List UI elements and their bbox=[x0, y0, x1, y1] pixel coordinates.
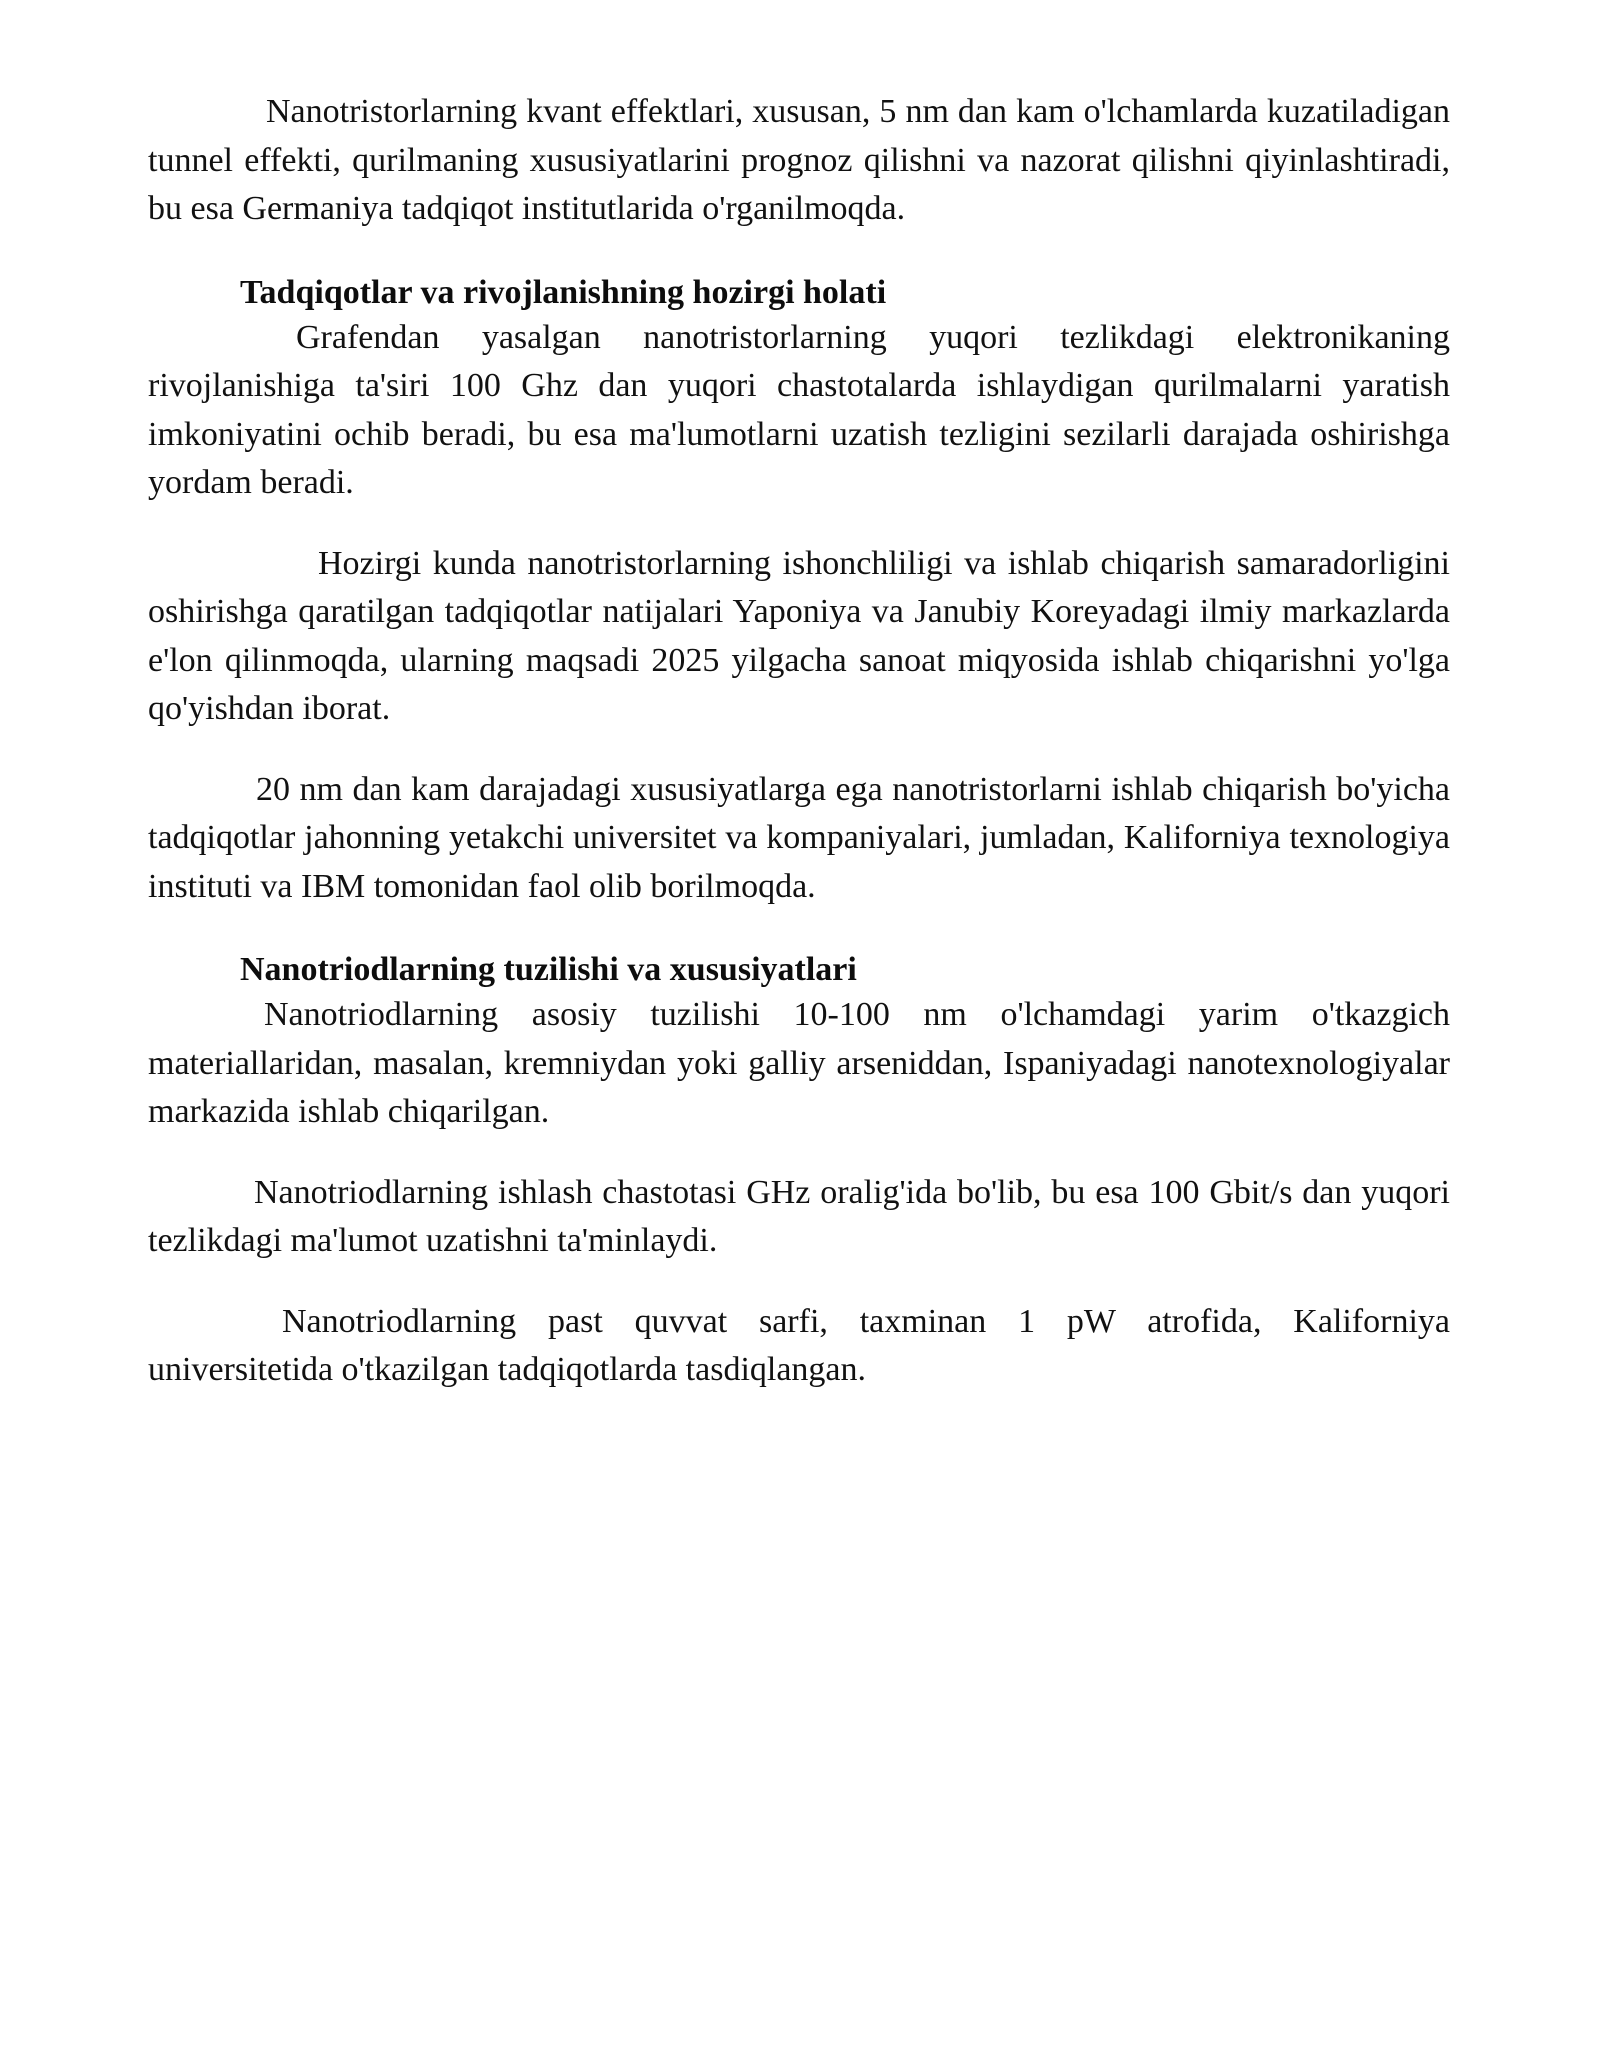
paragraph-nanotriode-frequency: Nanotriodlarning ishlash chastotasi GHz oralig'ida bo'lib, bu esa 100 Gbit/s dan yuqori tezlikdagi ma'lumot uzatishni ta'minlaydi. bbox=[148, 1173, 1450, 1259]
paragraph-sub-20nm-research: 20 nm dan kam darajadagi xususiyatlarga ega nanotristorlarni ishlab chiqarish bo'yicha tadqiqotlar jahonning yetakchi universitet va kompaniyalari, jumladan, Kaliforniya texnologiya instituti va IBM tomonidan faol olib borilmoqda. bbox=[148, 770, 1450, 905]
paragraph-reliability-research: Hozirgi kunda nanotristorlarning ishonchliligi va ishlab chiqarish samaradorligini oshirishga qaratilgan tadqiqotlar natijalari Yaponiya va Janubiy Koreyadagi ilmiy markazlarda e'lon qilinmoqda, ularning maqsadi 2025 yilgacha sanoat miqyosida ishlab chiqarishni yo'lga qo'yishdan iborat. bbox=[148, 544, 1450, 727]
section-heading-nanotriode-structure: Nanotriodlarning tuzilishi va xususiyatlari bbox=[240, 951, 857, 988]
paragraph-quantum-effects: Nanotristorlarning kvant effektlari, xususan, 5 nm dan kam o'lchamlarda kuzatiladigan tunnel effekti, qurilmaning xususiyatlarini prognoz qilishni va nazorat qilishni qiyinlashtiradi, bu esa Germaniya tadqiqot institutlarida o'rganilmoqda. bbox=[148, 93, 1450, 227]
paragraph-nanotriode-structure: Nanotriodlarning asosiy tuzilishi 10-100 nm o'lchamdagi yarim o'tkazgich materiallaridan, masalan, kremniydan yoki galliy arseniddan, Ispaniyadagi nanotexnologiyalar markazida ishlab chiqarilgan. bbox=[148, 996, 1450, 1130]
document-body bbox=[148, 88, 1450, 1395]
paragraph-graphene-nanotransistors: Grafendan yasalgan nanotristorlarning yuqori tezlikdagi elektronikaning rivojlanishiga ta'siri 100 Ghz dan yuqori chastotalarda ishlaydigan qurilmalarni yaratish imkoniyatini ochib beradi, bu esa ma'lumotlarni uzatish tezligini sezilarli darajada oshirishga yordam beradi. bbox=[148, 318, 1450, 501]
paragraph-nanotriode-power: Nanotriodlarning past quvvat sarfi, taxminan 1 pW atrofida, Kaliforniya universitetida o'tkazilgan tadqiqotlarda tasdiqlangan. bbox=[148, 1302, 1450, 1388]
section-heading-research-status: Tadqiqotlar va rivojlanishning hozirgi holati bbox=[240, 273, 887, 311]
